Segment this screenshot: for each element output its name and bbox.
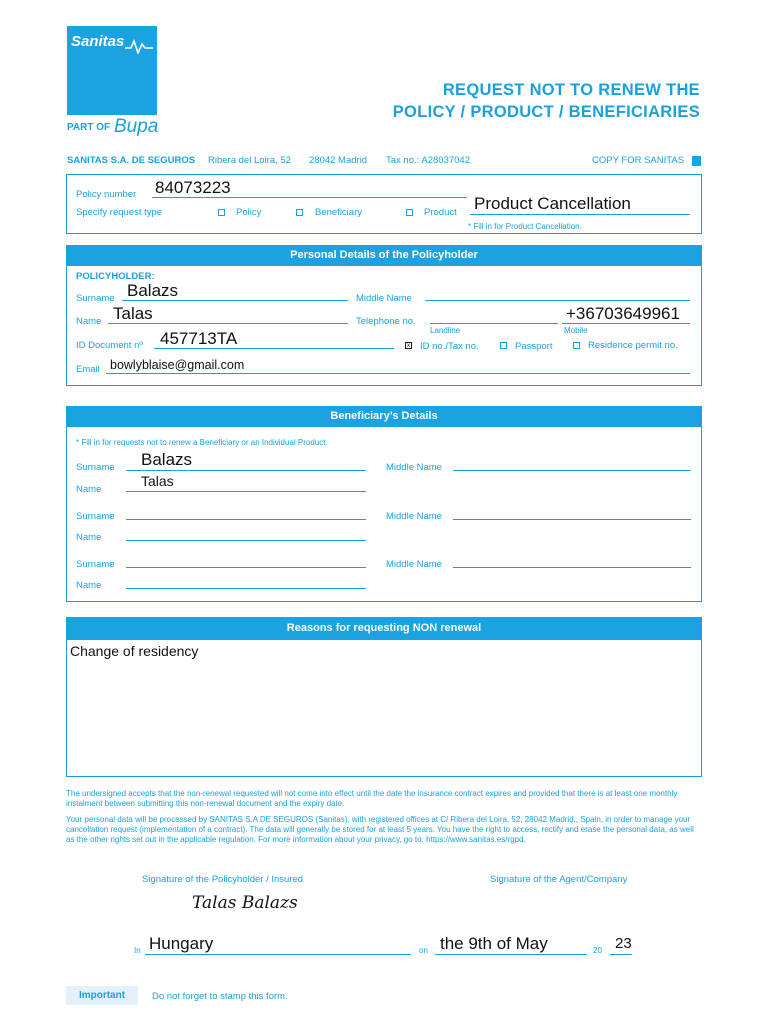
passport-checkbox[interactable] <box>500 342 507 349</box>
ph-name-line <box>108 323 348 324</box>
sanitas-logo <box>67 26 157 115</box>
form-title-line2: POLICY / PRODUCT / BENEFICIARIES <box>392 103 700 121</box>
in-label: In <box>134 946 141 955</box>
form-title-line1: REQUEST NOT TO RENEW THE <box>442 81 700 99</box>
company-city: 28042 Madrid <box>309 155 368 166</box>
holder-signature[interactable]: Talas Balazs <box>192 893 298 913</box>
ph-telephone-value[interactable]: +36703649961 <box>566 304 680 323</box>
ben1-name-value[interactable]: Talas <box>141 473 174 489</box>
ph-email-label: Email <box>76 364 100 375</box>
ph-mobile-line <box>562 323 690 324</box>
company-name: SANITAS S.A. DE SEGUROS <box>67 155 196 166</box>
reasons-box <box>66 617 702 777</box>
year-prefix: 20 <box>593 946 602 955</box>
company-address: Ribera del Loira, 52 <box>208 155 291 166</box>
ben3-name-label: Name <box>76 580 102 591</box>
ben2-middle-line[interactable] <box>453 519 691 520</box>
copy-label: COPY FOR SANITAS <box>592 155 685 166</box>
policy-checkbox[interactable] <box>218 209 225 216</box>
reasons-text[interactable]: Change of residency <box>70 643 199 659</box>
brand-name: Sanitas <box>71 33 125 50</box>
ben2-surname-label: Surname <box>76 511 115 522</box>
beneficiary-option-label: Beneficiary <box>315 207 362 218</box>
product-note: * Fill in for Product Cancellation. <box>468 222 582 231</box>
residence-checkbox[interactable] <box>573 342 580 349</box>
policyholder-header: Personal Details of the Policyholder <box>66 245 702 266</box>
ben3-name-line[interactable] <box>126 588 366 589</box>
product-line <box>470 214 690 215</box>
important-badge: Important <box>66 986 138 1005</box>
ph-mobile-label: Mobile <box>564 326 588 335</box>
product-checkbox[interactable] <box>406 209 413 216</box>
ben1-surname-line <box>126 470 366 471</box>
ph-middle-line[interactable] <box>425 300 690 301</box>
ph-name-label: Name <box>76 316 102 327</box>
agent-signature-label: Signature of the Agent/Company <box>490 874 628 885</box>
policy-number-label: Policy number <box>76 189 137 200</box>
ph-landline-label: Landline <box>430 326 461 335</box>
policy-option-label: Policy <box>236 207 262 218</box>
ben3-surname-line[interactable] <box>126 567 366 568</box>
ben2-middle-label: Middle Name <box>386 511 442 522</box>
ph-id-line <box>154 348 394 349</box>
ph-telephone-label: Telephone no. <box>356 316 416 327</box>
ph-middle-label: Middle Name <box>356 293 412 304</box>
part-of-label: PART OF <box>67 122 111 133</box>
ph-email-line <box>106 373 690 374</box>
ben1-middle-line[interactable] <box>453 470 691 471</box>
passport-label: Passport <box>515 341 553 352</box>
on-label: on <box>419 946 428 955</box>
ben1-surname-value[interactable]: Balazs <box>141 450 193 469</box>
heartbeat-icon <box>125 38 153 54</box>
policy-number-line <box>152 197 467 198</box>
stamp-note: Do not forget to stamp this form. <box>152 991 288 1002</box>
ph-surname-label: Surname <box>76 293 115 304</box>
residence-label: Residence permit no. <box>588 340 678 351</box>
ben3-middle-line[interactable] <box>453 567 691 568</box>
year-line <box>610 954 632 955</box>
ben1-name-line <box>126 491 366 492</box>
policy-number-value[interactable]: 84073223 <box>155 178 231 197</box>
ben3-surname-label: Surname <box>76 559 115 570</box>
copy-marker <box>692 156 701 166</box>
ph-surname-line <box>122 300 348 301</box>
beneficiary-checkbox[interactable] <box>296 209 303 216</box>
legal-paragraph-2: Your personal data will be processed by SANITAS S.A DE SEGUROS (Sanitas), with registered offices at C/ Ribera del Loira, 52, 28042 Madrid,, Spain, in order to manage your cancellation request (implementation of a contract). The data will generally be stored for at least 5 years. You have the right to access, rectify and erase the personal data, as well as the other rights set out in the applicable regulation. For more information about your privacy, go to: https://www.sanitas.es/rgpd. <box>66 815 694 844</box>
ph-surname-value[interactable]: Balazs <box>127 281 179 300</box>
ph-name-value[interactable]: Talas <box>113 304 153 323</box>
year-value[interactable]: 23 <box>615 935 632 952</box>
ben2-surname-line[interactable] <box>126 519 366 520</box>
id-tax-label: ID no./Tax no. <box>420 341 479 352</box>
ben3-middle-label: Middle Name <box>386 559 442 570</box>
product-value[interactable]: Product Cancellation <box>474 194 631 213</box>
reasons-header: Reasons for requesting NON renewal <box>66 617 702 640</box>
ben2-name-line[interactable] <box>126 540 366 541</box>
place-line <box>145 954 411 955</box>
ben1-surname-label: Surname <box>76 462 115 473</box>
holder-signature-label: Signature of the Policyholder / Insured <box>142 874 304 885</box>
id-tax-checkbox[interactable]: x <box>407 343 410 349</box>
beneficiary-note: * Fill in for requests not to renew a Beneficiary or an Individual Product. <box>76 438 328 447</box>
date-value[interactable]: the 9th of May <box>440 934 548 953</box>
place-value[interactable]: Hungary <box>149 934 214 953</box>
ben2-name-label: Name <box>76 532 102 543</box>
ph-id-value[interactable]: 457713TA <box>160 329 238 348</box>
date-line <box>435 954 587 955</box>
ben1-name-label: Name <box>76 484 102 495</box>
ben1-middle-label: Middle Name <box>386 462 442 473</box>
company-tax: Tax no.: A28037042 <box>386 155 470 166</box>
legal-paragraph-1: The undersigned accepts that the non-renewal requested will not come into effect until the date the insurance contract expires and provided that there is at least one monthly instalment between submitting this non-renewal document and the expiry date. <box>66 789 678 808</box>
ph-landline-line[interactable] <box>430 323 558 324</box>
bupa-logo: Bupa <box>114 116 159 137</box>
ph-id-label: ID Document nº <box>76 340 143 351</box>
ph-email-value[interactable]: bowlyblaise@gmail.com <box>110 358 245 372</box>
product-option-label: Product <box>424 207 457 218</box>
request-type-label: Specify request type <box>76 207 163 218</box>
beneficiary-header: Beneficiary’s Details <box>66 406 702 427</box>
policyholder-heading: POLICYHOLDER: <box>76 271 155 282</box>
beneficiary-box <box>66 406 702 602</box>
